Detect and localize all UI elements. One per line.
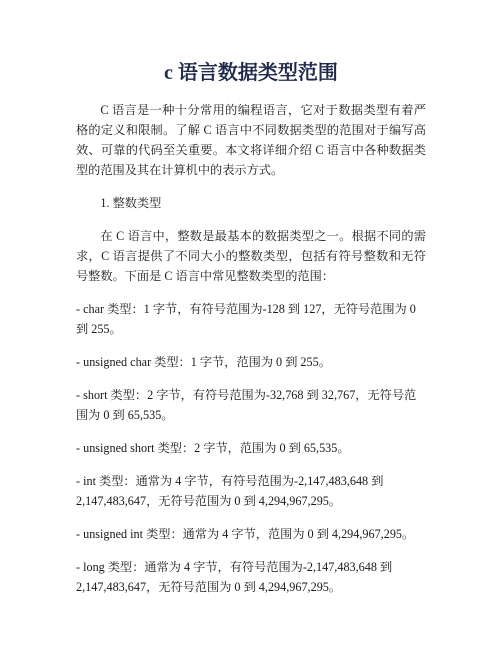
list-item-unsigned-int: - unsigned int 类型：通常为 4 字节，范围为 0 到 4,294,967,295。 — [76, 527, 415, 541]
list-item-char: - char 类型：1 字节，有符号范围为-128 到 127，无符号范围为 0 到 255。 — [76, 302, 416, 336]
list-item-short: - short 类型：2 字节，有符号范围为-32,768 到 32,767，无符号范围为 0 到 65,535。 — [76, 388, 417, 422]
section-intro-paragraph: 在 C 语言中，整数是最基本的数据类型之一。根据不同的需求，C 语言提供了不同大小的整数类型，包括有符号整数和无符号整数。下面是 C 语言中常见整数类型的范围： — [76, 229, 426, 283]
list-item-unsigned-char: - unsigned char 类型：1 字节，范围为 0 到 255。 — [76, 355, 331, 369]
list-item-unsigned-short: - unsigned short 类型：2 字节，范围为 0 到 65,535。 — [76, 441, 350, 455]
page-title: c 语言数据类型范围 — [164, 62, 338, 84]
list-item-long: - long 类型：通常为 4 字节，有符号范围为-2,147,483,648 到 2,147,483,647，无符号范围为 0 到 4,294,967,295。 — [76, 560, 393, 594]
intro-paragraph: C 语言是一种十分常用的编程语言，它对于数据类型有着严格的定义和限制。了解 C 语言中不同数据类型的范围对于编写高效、可靠的代码至关重要。本文将详细介绍 C 语言中各种数据类型的范围及其在计算机中的表示方式。 — [76, 103, 426, 177]
list-item-int: - int 类型：通常为 4 字节，有符号范围为-2,147,483,648 到 2,147,483,647，无符号范围为 0 到 4,294,967,295。 — [76, 474, 384, 508]
section-heading-integer-types: 1. 整数类型 — [100, 196, 162, 210]
